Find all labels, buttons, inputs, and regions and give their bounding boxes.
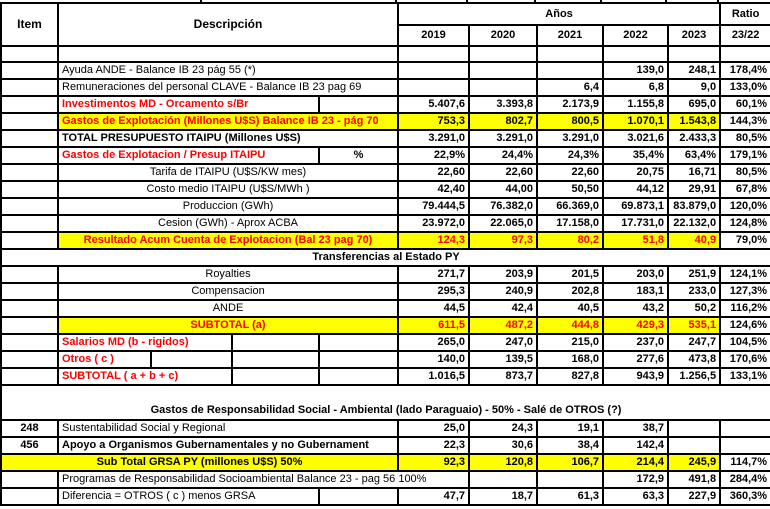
row-subtotal-grsa (1, 454, 770, 471)
cell-ande-2022: 43,2 (603, 300, 668, 317)
cell-otros-ratio: 170,6% (720, 351, 770, 368)
row-subtotal-a (1, 317, 770, 334)
row-apoyo (1, 437, 770, 454)
row-compensacion (1, 283, 770, 300)
cell-otros-2020: 139,5 (469, 351, 537, 368)
cell-sustentabilidad-2021: 19,1 (537, 420, 603, 437)
cell-royalties-desc: Royalties (58, 266, 398, 283)
cell-total-desc: TOTAL PRESUPUESTO ITAIPU (Millones U$S) (58, 130, 398, 147)
cell-empty (1, 266, 58, 283)
cell-remuneraciones-2020 (469, 79, 537, 96)
cell-apoyo-ratio (720, 437, 770, 454)
cell-subtotal-grsa-2023: 245,9 (668, 454, 720, 471)
cell-salarios-2023: 247,7 (668, 334, 720, 351)
cell-subtotal-abc-2021: 827,8 (537, 368, 603, 385)
cell-remuneraciones-2021: 6,4 (537, 79, 603, 96)
cell-diferencia-2020: 18,7 (469, 488, 537, 505)
cell-subtotal-a-2019: 611,5 (398, 317, 469, 334)
cell-salarios-2019: 265,0 (398, 334, 469, 351)
row-transferencias-section (1, 249, 770, 266)
row-gastos-explotacion (1, 113, 770, 130)
cell-produccion-ratio: 120,0% (720, 198, 770, 215)
cell-empty (319, 351, 398, 368)
cell-investimentos-desc: Investimentos MD - Orcamento s/Br (58, 96, 319, 113)
cell-diferencia-2022: 63,3 (603, 488, 668, 505)
cell-gastos-presup-2023: 63,4% (668, 147, 720, 164)
cell-costo-2021: 50,50 (537, 181, 603, 198)
cell-remuneraciones-2023: 9,0 (668, 79, 720, 96)
cell-subtotal-abc-2022: 943,9 (603, 368, 668, 385)
cell-subtotal-grsa-2022: 214,4 (603, 454, 668, 471)
cell-empty (1, 46, 58, 62)
cell-empty (232, 368, 319, 385)
cell-empty (319, 96, 398, 113)
cell-empty (1, 488, 58, 505)
cell-cesion-2019: 23.972,0 (398, 215, 469, 232)
row-resultado (1, 232, 770, 249)
cell-remuneraciones-2022: 6,8 (603, 79, 668, 96)
cell-salarios-2022: 237,0 (603, 334, 668, 351)
header-year-2022: 2022 (603, 25, 668, 46)
row-produccion (1, 198, 770, 215)
header-year-2020: 2020 (469, 25, 537, 46)
cell-empty (1, 113, 58, 130)
cell-empty (1, 79, 58, 96)
cell-empty (720, 46, 770, 62)
itaipu-budget-table (0, 2, 770, 506)
cell-apoyo-desc: Apoyo a Organismos Gubernamentales y no Gubernament (58, 437, 398, 454)
header-item: Item (1, 3, 58, 46)
header-ratio-sub: 23/22 (720, 25, 770, 46)
cell-gastos-ratio: 144,3% (720, 113, 770, 130)
cell-apoyo-2022: 142,4 (603, 437, 668, 454)
cell-diferencia-2023: 227,9 (668, 488, 720, 505)
cell-otros-2021: 168,0 (537, 351, 603, 368)
cell-gastos-presup-2021: 24,3% (537, 147, 603, 164)
header-row-1 (1, 3, 770, 25)
cell-remuneraciones-desc: Remuneraciones del personal CLAVE - Balance IB 23 pag 69 (58, 79, 398, 96)
cell-resultado-2022: 51,8 (603, 232, 668, 249)
cell-costo-desc: Costo medio ITAIPU (U$S/MWh ) (58, 181, 398, 198)
cell-resultado-2019: 124,3 (398, 232, 469, 249)
row-salarios (1, 334, 770, 351)
cell-empty (232, 351, 319, 368)
cell-gastos-desc: Gastos de Explotación (Millones U$S) Balance IB 23 - pág 70 (58, 113, 398, 130)
header-year-2023: 2023 (668, 25, 720, 46)
cell-investimentos-2019: 5.407,6 (398, 96, 469, 113)
cell-empty (1, 283, 58, 300)
cell-royalties-ratio: 124,1% (720, 266, 770, 283)
cell-investimentos-2021: 2.173,9 (537, 96, 603, 113)
cell-resultado-2020: 97,3 (469, 232, 537, 249)
cell-empty (1, 317, 58, 334)
header-year-2019: 2019 (398, 25, 469, 46)
cell-gastos-presup-2019: 22,9% (398, 147, 469, 164)
row-diferencia (1, 488, 770, 505)
cell-empty (1, 147, 58, 164)
cell-empty (319, 334, 398, 351)
cell-royalties-2021: 201,5 (537, 266, 603, 283)
cell-apoyo-2020: 30,6 (469, 437, 537, 454)
cell-costo-ratio: 67,8% (720, 181, 770, 198)
cell-subtotal-abc-ratio: 133,1% (720, 368, 770, 385)
cell-remuneraciones-2019 (398, 79, 469, 96)
cell-total-2019: 3.291,0 (398, 130, 469, 147)
cell-apoyo-2019: 22,3 (398, 437, 469, 454)
cell-gastos-presup-desc: Gastos de Explotacion / Presup ITAIPU (58, 147, 319, 164)
cell-apoyo-2023 (668, 437, 720, 454)
cell-empty (1, 181, 58, 198)
cell-sustentabilidad-ratio (720, 420, 770, 437)
cell-sustentabilidad-2020: 24,3 (469, 420, 537, 437)
row-costo-medio (1, 181, 770, 198)
cell-sustentabilidad-2019: 25,0 (398, 420, 469, 437)
cell-subtotal-grsa-2020: 120,8 (469, 454, 537, 471)
cell-gastos-presup-pct: % (319, 147, 398, 164)
cell-compensacion-2019: 295,3 (398, 283, 469, 300)
row-programas (1, 471, 770, 488)
cell-apoyo-item: 456 (1, 437, 58, 454)
cell-empty (1, 471, 58, 488)
row-investimentos (1, 96, 770, 113)
row-grsa-title (1, 385, 770, 420)
cell-ayuda-2020 (469, 62, 537, 79)
cell-costo-2022: 44,12 (603, 181, 668, 198)
cell-ayuda-2021 (537, 62, 603, 79)
cell-produccion-2020: 76.382,0 (469, 198, 537, 215)
section-transferencias: Transferencias al Estado PY (1, 249, 770, 266)
cell-salarios-2021: 215,0 (537, 334, 603, 351)
cell-subtotal-a-ratio: 124,6% (720, 317, 770, 334)
cell-empty (1, 96, 58, 113)
cell-total-2022: 3.021,6 (603, 130, 668, 147)
cell-tarifa-ratio: 80,5% (720, 164, 770, 181)
cell-tarifa-desc: Tarifa de ITAIPU (U$S/KW mes) (58, 164, 398, 181)
cell-gastos-2022: 1.070,1 (603, 113, 668, 130)
cell-gastos-presup-2022: 35,4% (603, 147, 668, 164)
row-sustentabilidad (1, 420, 770, 437)
cell-total-2020: 3.291,0 (469, 130, 537, 147)
cell-tarifa-2020: 22,60 (469, 164, 537, 181)
cell-tarifa-2021: 22,60 (537, 164, 603, 181)
cell-otros-2019: 140,0 (398, 351, 469, 368)
cell-resultado-desc: Resultado Acum Cuenta de Explotacion (Bal 23 pag 70) (58, 232, 398, 249)
cell-empty (1, 300, 58, 317)
cell-resultado-2021: 80,2 (537, 232, 603, 249)
cell-tarifa-2022: 20,75 (603, 164, 668, 181)
cell-cesion-2021: 17.158,0 (537, 215, 603, 232)
cell-compensacion-ratio: 127,3% (720, 283, 770, 300)
cell-otros-desc: Otros ( c ) (58, 351, 151, 368)
cell-costo-2023: 29,91 (668, 181, 720, 198)
cell-investimentos-2020: 3.393,8 (469, 96, 537, 113)
cell-gastos-presup-2020: 24,4% (469, 147, 537, 164)
cell-produccion-2021: 66.369,0 (537, 198, 603, 215)
cell-compensacion-2021: 202,8 (537, 283, 603, 300)
cell-royalties-2023: 251,9 (668, 266, 720, 283)
cell-costo-2020: 44,00 (469, 181, 537, 198)
row-cesion (1, 215, 770, 232)
row-otros (1, 351, 770, 368)
cell-investimentos-ratio: 60,1% (720, 96, 770, 113)
cell-investimentos-2022: 1.155,8 (603, 96, 668, 113)
cell-subtotal-abc-desc: SUBTOTAL ( a + b + c) (58, 368, 232, 385)
row-blank (1, 46, 770, 62)
cell-programas-2022: 172,9 (603, 471, 668, 488)
cell-empty (319, 368, 398, 385)
cell-empty (1, 334, 58, 351)
cell-produccion-2022: 69.873,1 (603, 198, 668, 215)
cell-sustentabilidad-2022: 38,7 (603, 420, 668, 437)
cell-ande-2019: 44,5 (398, 300, 469, 317)
cell-produccion-2023: 83.879,0 (668, 198, 720, 215)
cell-empty (151, 351, 232, 368)
header-ratio: Ratio (720, 3, 770, 25)
cell-programas-2021 (537, 471, 603, 488)
cell-compensacion-desc: Compensacion (58, 283, 398, 300)
cell-empty (1, 130, 58, 147)
cell-resultado-2023: 40,9 (668, 232, 720, 249)
row-ayuda (1, 62, 770, 79)
cell-ande-desc: ANDE (58, 300, 398, 317)
cell-empty (1, 351, 58, 368)
cell-subtotal-abc-2023: 1.256,5 (668, 368, 720, 385)
cell-total-2023: 2.433,3 (668, 130, 720, 147)
cell-diferencia-2019: 47,7 (398, 488, 469, 505)
cell-ande-ratio: 116,2% (720, 300, 770, 317)
cell-sustentabilidad-2023 (668, 420, 720, 437)
header-descripcion: Descripción (58, 3, 398, 46)
cell-cesion-ratio: 124,8% (720, 215, 770, 232)
row-gastos-presup (1, 147, 770, 164)
cell-empty (1, 215, 58, 232)
cell-investimentos-2023: 695,0 (668, 96, 720, 113)
cell-gastos-presup-ratio: 179,1% (720, 147, 770, 164)
cell-empty (398, 46, 469, 62)
cell-programas-2020 (469, 471, 537, 488)
cell-costo-2019: 42,40 (398, 181, 469, 198)
cell-salarios-2020: 247,0 (469, 334, 537, 351)
cell-subtotal-grsa-2021: 106,7 (537, 454, 603, 471)
cell-empty (58, 46, 398, 62)
cell-produccion-2019: 79.444,5 (398, 198, 469, 215)
cell-ayuda-ratio: 178,4% (720, 62, 770, 79)
cell-subtotal-grsa-2019: 92,3 (398, 454, 469, 471)
row-remuneraciones (1, 79, 770, 96)
cell-subtotal-a-2022: 429,3 (603, 317, 668, 334)
cell-royalties-2022: 203,0 (603, 266, 668, 283)
cell-total-2021: 3.291,0 (537, 130, 603, 147)
row-royalties (1, 266, 770, 283)
cell-subtotal-a-2021: 444,8 (537, 317, 603, 334)
cell-royalties-2020: 203,9 (469, 266, 537, 283)
cell-empty (1, 62, 58, 79)
cell-tarifa-2019: 22,60 (398, 164, 469, 181)
cell-empty (1, 368, 58, 385)
cell-salarios-ratio: 104,5% (720, 334, 770, 351)
cell-ayuda-2023: 248,1 (668, 62, 720, 79)
header-anios: Años (398, 3, 720, 25)
cell-royalties-2019: 271,7 (398, 266, 469, 283)
cell-subtotal-a-2020: 487,2 (469, 317, 537, 334)
cell-cesion-desc: Cesion (GWh) - Aprox ACBA (58, 215, 398, 232)
cell-resultado-ratio: 79,0% (720, 232, 770, 249)
cell-apoyo-2021: 38,4 (537, 437, 603, 454)
cell-gastos-2020: 802,7 (469, 113, 537, 130)
cell-empty (469, 46, 537, 62)
cell-diferencia-2021: 61,3 (537, 488, 603, 505)
cell-empty (1, 164, 58, 181)
cell-programas-desc: Programas de Responsabilidad Socioambiental Balance 23 - pag 56 100% (58, 471, 469, 488)
cell-empty (537, 46, 603, 62)
cell-empty (232, 334, 319, 351)
cell-gastos-2021: 800,5 (537, 113, 603, 130)
cell-subtotal-a-desc: SUBTOTAL (a) (58, 317, 398, 334)
cell-ayuda-desc: Ayuda ANDE - Balance IB 23 pág 55 (*) (58, 62, 398, 79)
cell-gastos-2019: 753,3 (398, 113, 469, 130)
row-total-presupuesto (1, 130, 770, 147)
cell-compensacion-2022: 183,1 (603, 283, 668, 300)
cell-ayuda-2022: 139,0 (603, 62, 668, 79)
cell-salarios-desc: Salarios MD (b - rigidos) (58, 334, 232, 351)
cell-subtotal-a-2023: 535,1 (668, 317, 720, 334)
cell-empty (1, 232, 58, 249)
cell-subtotal-grsa-desc: Sub Total GRSA PY (millones U$S) 50% (1, 454, 398, 471)
cell-compensacion-2023: 233,0 (668, 283, 720, 300)
cell-cesion-2023: 22.132,0 (668, 215, 720, 232)
cell-subtotal-grsa-ratio: 114,7% (720, 454, 770, 471)
cell-empty (668, 46, 720, 62)
cell-ande-2021: 40,5 (537, 300, 603, 317)
cell-empty (603, 46, 668, 62)
cell-subtotal-abc-2020: 873,7 (469, 368, 537, 385)
cell-sustentabilidad-item: 248 (1, 420, 58, 437)
cell-programas-2023: 491,8 (668, 471, 720, 488)
cell-compensacion-2020: 240,9 (469, 283, 537, 300)
cell-produccion-desc: Produccion (GWh) (58, 198, 398, 215)
header-year-2021: 2021 (537, 25, 603, 46)
cell-programas-ratio: 284,4% (720, 471, 770, 488)
cell-gastos-2023: 1.543,8 (668, 113, 720, 130)
cell-diferencia-desc: Diferencia = OTROS ( c ) menos GRSA (58, 488, 319, 505)
cell-tarifa-2023: 16,71 (668, 164, 720, 181)
row-ande (1, 300, 770, 317)
cell-empty (319, 488, 398, 505)
cell-ayuda-2019 (398, 62, 469, 79)
section-grsa-title: Gastos de Responsabilidad Social - Ambiental (lado Paraguaio) - 50% - Salé de OTROS (?) (1, 385, 770, 420)
cell-ande-2023: 50,2 (668, 300, 720, 317)
cell-subtotal-abc-2019: 1.016,5 (398, 368, 469, 385)
cell-remuneraciones-ratio: 133,0% (720, 79, 770, 96)
cell-otros-2022: 277,6 (603, 351, 668, 368)
cell-sustentabilidad-desc: Sustentabilidad Social y Regional (58, 420, 398, 437)
row-tarifa (1, 164, 770, 181)
cell-cesion-2020: 22.065,0 (469, 215, 537, 232)
row-subtotal-abc (1, 368, 770, 385)
cell-total-ratio: 80,5% (720, 130, 770, 147)
cell-ande-2020: 42,4 (469, 300, 537, 317)
cell-cesion-2022: 17.731,0 (603, 215, 668, 232)
cell-empty (1, 198, 58, 215)
cell-diferencia-ratio: 360,3% (720, 488, 770, 505)
cell-otros-2023: 473,8 (668, 351, 720, 368)
